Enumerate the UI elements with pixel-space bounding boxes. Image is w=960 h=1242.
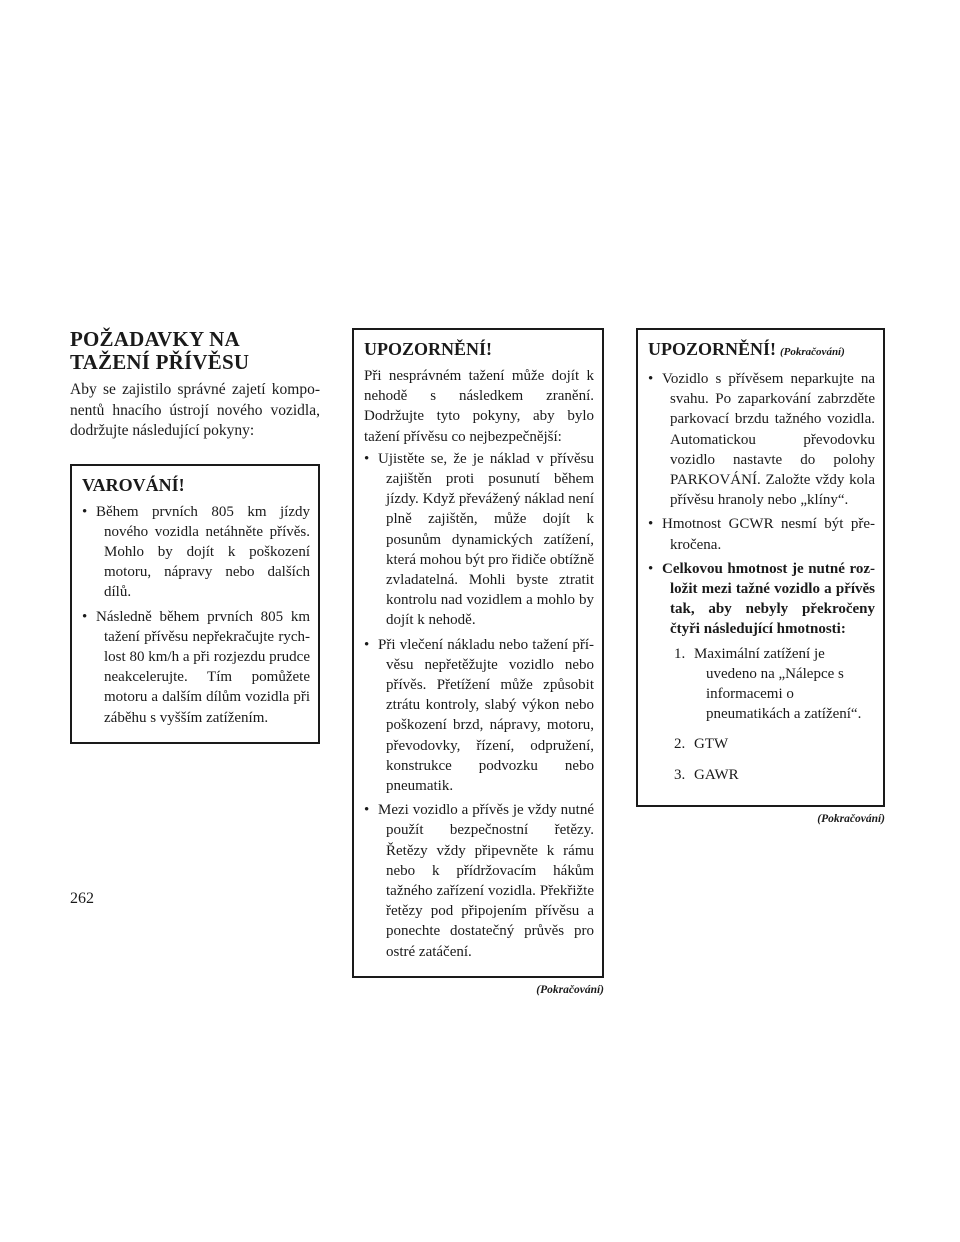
list-item: • Během prvních 805 km jízdy nového vozidla netáhněte přívěs. Mohlo by dojít k poškození motoru, nápravy nebo dalších dílů. (82, 503, 310, 601)
numbered-item: 2. GTW (674, 736, 729, 753)
continued-note: (Pokračování) (817, 812, 885, 825)
title-continued-note: (Pokračování) (780, 346, 845, 358)
caution-list (648, 369, 875, 785)
continued-note: (Pokračování) (536, 983, 604, 996)
caution-title: UPOZORNĚNÍ! (Pokračování) (648, 339, 845, 359)
list-item: • Při vlečení nákladu nebo tažení přívěsu nepřetěžujte vozidlo nebo přívěs. Přetížení může způsobit ztrátu kontroly, slabý výkon nebo poškození brzd, nápravy, motoru, převodovky, řízení, odpružení, konstrukce podvozku nebo pneumatik. (364, 636, 594, 795)
list-item: • Vozidlo s přívěsem neparkujte na svahu. Po zaparkování zabrzděte parkovací brzdu tažného vozidla. Automatickou převodovku vozidlo nastavte do polohy PARKOVÁNÍ. Založte vždy kola přívěsu hranoly nebo „klíny“. (648, 371, 875, 509)
intro-paragraph: Aby se zajistilo správné zajetí komponentů hnacího ústrojí nového vozidla, dodržujte následující pokyny: (70, 381, 320, 439)
column-3 (636, 328, 885, 825)
column-1 (70, 328, 320, 744)
caution-box-continued (636, 328, 885, 807)
numbered-item: 3. GAWR (674, 766, 739, 783)
warning-title: VAROVÁNÍ! (82, 474, 185, 495)
caution-list (364, 449, 594, 962)
list-item: • Mezi vozidlo a přívěs je vždy nutné použít bezpečnostní řetězy. Řetězy vždy připevněte k rámu nebo k přídržovacím hákům tažného zařízení vozidla. Překřižte řetězy pod připojením přívěsu a ponechte dostatečný průvěs pro ostré zatáčení. (364, 802, 594, 960)
list-item: • Hmotnost GCWR nesmí být překročena. (648, 516, 875, 553)
warning-list (82, 502, 310, 728)
numbered-list (662, 644, 875, 785)
page-number: 262 (70, 890, 94, 907)
caution-title: UPOZORNĚNÍ! (364, 339, 493, 359)
section-heading: POŽADAVKY NA TAŽENÍ PŘÍVĚSU (70, 327, 250, 374)
list-item: • Celkovou hmotnost je nutné rozložit mezi tažné vozidlo a přívěs tak, aby nebyly překročeny čtyři následující hmotnosti: 1. Maximální zatížení je uvedeno na „Nálepce s informacemi o pneumatikách a zatížení“. 2. GTW 3. GAWR (648, 559, 875, 785)
caution-intro: Při nesprávném tažení může dojít k nehodě s následkem zranění. Dodržujte tyto pokyny, aby bylo tažení přívěsu co nejbezpečnější: (364, 368, 594, 445)
numbered-item: 1. Maximální zatížení je uvedeno na „Nálepce s informacemi o pneumatikách a zatížení“. (674, 645, 862, 723)
column-2 (352, 328, 604, 996)
list-item: • Následně během prvních 805 km tažení přívěsu nepřekračujte rychlost 80 km/h a při rozjezdu prudce neakcelerujte. Tím pomůžete motoru a dalším dílům vozidla při záběhu s vyšším zatížením. (82, 608, 310, 726)
caution-box (352, 328, 604, 978)
warning-box (70, 464, 320, 744)
list-item: • Ujistěte se, že je náklad v přívěsu zajištěn proti posunutí během jízdy. Když převážený náklad není plně zajištěn, může dojít k posunům dynamických zatížení, která mohou být pro řidiče obtížně zvladatelná. Mohli byste ztratit kontrolu nad vozidlem a mohlo by dojít k nehodě. (364, 450, 594, 629)
